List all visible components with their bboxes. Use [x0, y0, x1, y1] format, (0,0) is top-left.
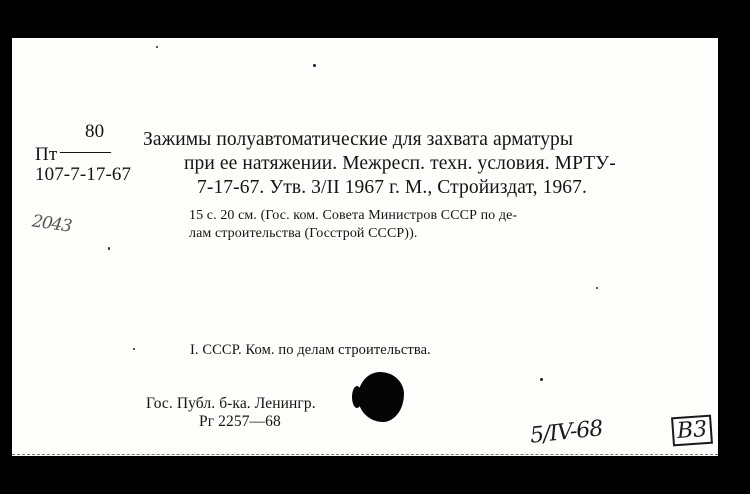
speck — [540, 378, 543, 381]
call-number-top: 80 — [85, 121, 105, 142]
speck — [596, 287, 598, 289]
card-bottom-edge — [12, 454, 718, 455]
handwritten-date: 5/IV-68 — [528, 416, 604, 449]
call-number-dash: ——— — [60, 141, 108, 162]
description-line-2: лам строительства (Госстрой СССР)). — [189, 226, 418, 241]
speck — [313, 64, 316, 67]
handwritten-shelf-mark: B3 — [671, 415, 713, 447]
title-line-1: Зажимы полуавтоматические для захвата арматуры — [143, 129, 574, 150]
handwritten-number: 2043 — [30, 211, 73, 237]
subject-entry: I. СССР. Ком. по делам строительства. — [190, 342, 431, 358]
title-line-2: при ее натяжении. Межресп. техн. условия. МРТУ- — [184, 153, 616, 174]
library-accession: Рг 2257—68 — [199, 413, 281, 430]
call-number-prefix: Пт — [35, 144, 58, 165]
library-name: Гос. Публ. б-ка. Ленингр. — [146, 395, 316, 412]
catalog-card — [12, 38, 718, 456]
speck — [156, 46, 158, 48]
description-line-1: 15 с. 20 см. (Гос. ком. Совета Министров СССР по де- — [189, 208, 518, 223]
speck — [108, 247, 110, 250]
speck — [133, 348, 135, 350]
ink-blot — [358, 372, 404, 422]
ink-blot-edge — [352, 386, 362, 408]
title-line-3: 7-17-67. Утв. 3/II 1967 г. М., Стройиздат, 1967. — [197, 177, 587, 198]
call-number-bottom: 107-7-17-67 — [35, 164, 132, 185]
